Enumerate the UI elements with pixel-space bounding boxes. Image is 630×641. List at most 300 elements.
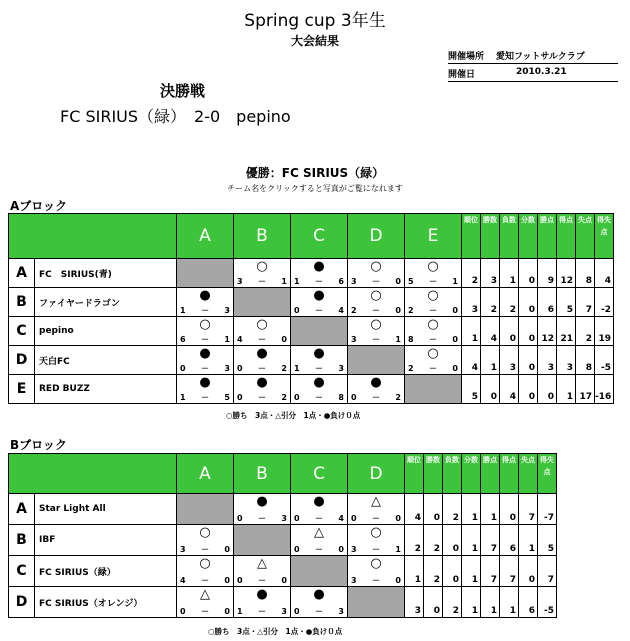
score-dash: －	[429, 306, 437, 315]
stat-value: 3	[462, 288, 481, 317]
stat-header: 勝点	[538, 214, 557, 259]
stat-value: 8	[576, 346, 595, 375]
match-result	[177, 317, 234, 346]
final-result: FC SIRIUS（緑） 2-0 pepino	[60, 107, 291, 126]
goals-against: 0	[452, 306, 458, 315]
self-match-cell	[291, 556, 348, 587]
match-result	[234, 346, 291, 375]
stat-value: 9	[538, 259, 557, 288]
stat-header: 得点	[557, 214, 576, 259]
match-score	[234, 513, 290, 524]
stat-value: 3	[481, 259, 500, 288]
team-name-link[interactable]: IBF	[35, 525, 177, 556]
stat-value: 12	[557, 259, 576, 288]
stat-value: 0	[424, 494, 443, 525]
result-lose-icon: ●	[313, 494, 325, 509]
goals-against: 3	[281, 514, 287, 523]
stat-value: 5	[557, 288, 576, 317]
score-dash: －	[315, 277, 323, 286]
result-draw-icon: △	[200, 587, 210, 602]
stat-value: 4	[462, 346, 481, 375]
column-header-d: D	[348, 454, 405, 494]
result-lose-icon: ●	[199, 346, 211, 361]
column-header-c: C	[291, 454, 348, 494]
goals-for: 3	[351, 545, 357, 554]
goals-against: 8	[338, 393, 344, 402]
match-score	[348, 276, 404, 287]
result-lose-icon: ●	[256, 494, 268, 509]
goals-for: 0	[294, 514, 300, 523]
stat-value: 1	[462, 317, 481, 346]
team-id: A	[9, 494, 35, 525]
stat-value: 0	[519, 375, 538, 404]
score-dash: －	[258, 335, 266, 344]
score-dash: －	[372, 514, 380, 523]
page-title: Spring cup 3年生	[244, 11, 386, 31]
match-result	[405, 288, 462, 317]
result-win-icon: ○	[370, 259, 382, 274]
date-label: 開催日	[448, 70, 476, 80]
column-header-a: A	[177, 214, 234, 259]
stat-value: 1	[557, 375, 576, 404]
match-result	[291, 375, 348, 404]
match-result	[234, 317, 291, 346]
stat-value: 0	[519, 317, 538, 346]
goals-for: 1	[180, 306, 186, 315]
stat-value: -16	[595, 375, 614, 404]
goals-against: 6	[338, 277, 344, 286]
team-id: C	[9, 317, 35, 346]
stat-value: 2	[405, 525, 424, 556]
score-dash: －	[201, 545, 209, 554]
match-result	[177, 525, 234, 556]
stat-value: 0	[519, 288, 538, 317]
match-result	[234, 494, 291, 525]
result-draw-icon: △	[314, 525, 324, 540]
score-dash: －	[429, 364, 437, 373]
team-row	[9, 375, 614, 404]
goals-for: 0	[351, 514, 357, 523]
goals-against: 0	[281, 576, 287, 585]
stat-value: 0	[538, 375, 557, 404]
match-score	[348, 392, 404, 403]
match-score	[177, 575, 233, 586]
team-row	[9, 346, 614, 375]
goals-for: 3	[351, 576, 357, 585]
match-result	[405, 259, 462, 288]
stat-value: 0	[481, 375, 500, 404]
team-name-link[interactable]: FC SIRIUS（オレンジ）	[35, 587, 177, 618]
goals-against: 0	[281, 335, 287, 344]
team-row	[9, 494, 557, 525]
stat-value: 6	[538, 288, 557, 317]
self-match-cell	[405, 375, 462, 404]
match-score	[234, 392, 290, 403]
result-win-icon: ○	[427, 346, 439, 361]
goals-against: 0	[452, 364, 458, 373]
team-name-link[interactable]: Star Light All	[35, 494, 177, 525]
stat-value: 4	[405, 494, 424, 525]
stat-value: 0	[519, 556, 538, 587]
stat-value: 12	[538, 317, 557, 346]
goals-for: 0	[180, 364, 186, 373]
score-dash: －	[258, 393, 266, 402]
match-result	[405, 317, 462, 346]
goals-for: 2	[408, 306, 414, 315]
match-score	[405, 276, 461, 287]
legend-b: ○勝ち 3点・△引分 1点・●負け０点	[208, 627, 343, 636]
match-result	[234, 375, 291, 404]
match-result	[234, 556, 291, 587]
result-lose-icon: ●	[370, 375, 382, 390]
goals-for: 0	[237, 364, 243, 373]
score-dash: －	[315, 393, 323, 402]
score-dash: －	[258, 576, 266, 585]
match-score	[291, 276, 347, 287]
score-dash: －	[315, 514, 323, 523]
result-win-icon: ○	[370, 288, 382, 303]
stat-value: 2	[443, 494, 462, 525]
stat-value: 1	[462, 525, 481, 556]
goals-for: 3	[180, 545, 186, 554]
match-score	[291, 363, 347, 374]
stat-value: 2	[424, 556, 443, 587]
goals-against: 0	[338, 545, 344, 554]
goals-for: 1	[237, 607, 243, 616]
stat-value: 1	[481, 494, 500, 525]
result-lose-icon: ●	[256, 587, 268, 602]
goals-for: 0	[237, 576, 243, 585]
match-score	[234, 606, 290, 617]
self-match-cell	[234, 288, 291, 317]
score-dash: －	[429, 335, 437, 344]
score-dash: －	[372, 277, 380, 286]
stat-value: 4	[500, 375, 519, 404]
match-score	[348, 575, 404, 586]
goals-for: 3	[351, 335, 357, 344]
stat-value: 7	[519, 494, 538, 525]
stat-value: 0	[424, 587, 443, 618]
self-match-cell	[348, 587, 405, 618]
goals-against: 1	[395, 545, 401, 554]
score-dash: －	[258, 364, 266, 373]
results-table	[8, 453, 557, 618]
match-score	[177, 334, 233, 345]
stat-value: 7	[576, 288, 595, 317]
stat-header: 分数	[519, 214, 538, 259]
result-win-icon: ○	[427, 317, 439, 332]
self-match-cell	[348, 346, 405, 375]
team-id: C	[9, 556, 35, 587]
stat-header: 分数	[462, 454, 481, 494]
match-score	[177, 606, 233, 617]
goals-against: 4	[338, 306, 344, 315]
goals-for: 0	[351, 393, 357, 402]
score-dash: －	[372, 545, 380, 554]
score-dash: －	[372, 576, 380, 585]
team-name-link[interactable]: FC SIRIUS(青)	[35, 259, 177, 288]
goals-against: 1	[395, 335, 401, 344]
stat-value: 2	[443, 587, 462, 618]
match-score	[291, 606, 347, 617]
result-win-icon: ○	[427, 288, 439, 303]
result-lose-icon: ●	[313, 288, 325, 303]
match-result	[234, 259, 291, 288]
team-name-link[interactable]: pepino	[35, 317, 177, 346]
stat-value: 2	[424, 525, 443, 556]
team-name-link[interactable]: ファイヤードラゴン	[35, 288, 177, 317]
goals-against: 0	[395, 306, 401, 315]
goals-against: 2	[281, 364, 287, 373]
stat-value: 1	[481, 587, 500, 618]
stat-value: 5	[462, 375, 481, 404]
team-name-link[interactable]: 天白FC	[35, 346, 177, 375]
result-win-icon: ○	[199, 317, 211, 332]
stat-value: 3	[500, 346, 519, 375]
match-result	[177, 587, 234, 618]
goals-for: 1	[180, 393, 186, 402]
team-id: B	[9, 525, 35, 556]
goals-against: 1	[224, 335, 230, 344]
self-match-cell	[177, 259, 234, 288]
stat-value: 6	[519, 587, 538, 618]
team-row	[9, 556, 557, 587]
team-name-link[interactable]: RED BUZZ	[35, 375, 177, 404]
legend-a: ○勝ち 3点・△引分 1点・●負け０点	[226, 411, 361, 420]
match-result	[291, 587, 348, 618]
score-dash: －	[258, 277, 266, 286]
stat-value: 1	[462, 494, 481, 525]
score-dash: －	[201, 576, 209, 585]
match-result	[348, 375, 405, 404]
stat-header: 得失点	[538, 454, 557, 494]
stat-value: 1	[462, 587, 481, 618]
score-dash: －	[315, 364, 323, 373]
goals-against: 1	[281, 277, 287, 286]
stat-value: 8	[576, 259, 595, 288]
score-dash: －	[315, 607, 323, 616]
goals-for: 3	[237, 277, 243, 286]
match-score	[348, 305, 404, 316]
stat-header: 失点	[576, 214, 595, 259]
column-header-d: D	[348, 214, 405, 259]
goals-against: 5	[224, 393, 230, 402]
stat-value: 4	[481, 317, 500, 346]
match-score	[177, 305, 233, 316]
stat-value: 2	[576, 317, 595, 346]
venue-value: 愛知フットサルクラブ	[496, 52, 585, 62]
score-dash: －	[372, 393, 380, 402]
result-lose-icon: ●	[256, 346, 268, 361]
goals-against: 2	[281, 393, 287, 402]
team-name-link[interactable]: FC SIRIUS（緑）	[35, 556, 177, 587]
match-score	[348, 513, 404, 524]
stat-value: 0	[519, 346, 538, 375]
stat-value: 1	[519, 525, 538, 556]
result-lose-icon: ●	[313, 346, 325, 361]
score-dash: －	[201, 607, 209, 616]
score-dash: －	[201, 335, 209, 344]
match-result	[405, 346, 462, 375]
stat-value: 1	[500, 259, 519, 288]
team-id: B	[9, 288, 35, 317]
match-score	[291, 513, 347, 524]
match-result	[291, 259, 348, 288]
self-match-cell	[234, 525, 291, 556]
stat-value: 19	[595, 317, 614, 346]
stat-value: 7	[500, 556, 519, 587]
match-score	[291, 392, 347, 403]
match-score	[177, 544, 233, 555]
stat-value: -2	[595, 288, 614, 317]
stat-header: 順位	[462, 214, 481, 259]
stat-value: 7	[538, 556, 557, 587]
team-id: E	[9, 375, 35, 404]
stat-value: 6	[500, 525, 519, 556]
goals-for: 4	[237, 335, 243, 344]
match-score	[405, 305, 461, 316]
goals-for: 3	[351, 277, 357, 286]
stat-value: 4	[595, 259, 614, 288]
result-win-icon: ○	[256, 259, 268, 274]
goals-against: 0	[224, 545, 230, 554]
team-row	[9, 288, 614, 317]
goals-against: 0	[452, 335, 458, 344]
team-row	[9, 587, 557, 618]
results-table	[8, 213, 614, 404]
result-lose-icon: ●	[313, 587, 325, 602]
goals-for: 4	[180, 576, 186, 585]
block-b-label: Bブロック	[10, 438, 67, 452]
score-dash: －	[201, 306, 209, 315]
goals-for: 0	[237, 393, 243, 402]
team-row	[9, 259, 614, 288]
stat-value: 0	[500, 317, 519, 346]
score-dash: －	[315, 306, 323, 315]
goals-for: 6	[180, 335, 186, 344]
stat-value: 1	[462, 556, 481, 587]
stat-value: 1	[405, 556, 424, 587]
date-value: 2010.3.21	[516, 67, 567, 77]
match-score	[405, 334, 461, 345]
header-corner	[9, 214, 177, 259]
match-result	[177, 346, 234, 375]
match-score	[234, 363, 290, 374]
match-result	[291, 525, 348, 556]
stat-value: -5	[538, 587, 557, 618]
goals-for: 5	[408, 277, 414, 286]
stat-header: 負数	[500, 214, 519, 259]
match-result	[348, 259, 405, 288]
result-lose-icon: ●	[199, 375, 211, 390]
stat-value: 3	[538, 346, 557, 375]
stat-value: 0	[443, 525, 462, 556]
team-id: D	[9, 346, 35, 375]
stat-value: -5	[595, 346, 614, 375]
match-score	[177, 363, 233, 374]
match-score	[348, 544, 404, 555]
match-result	[234, 587, 291, 618]
score-dash: －	[372, 306, 380, 315]
match-result	[291, 346, 348, 375]
match-result	[177, 375, 234, 404]
header-corner	[9, 454, 177, 494]
team-row	[9, 317, 614, 346]
goals-for: 0	[294, 545, 300, 554]
team-id: D	[9, 587, 35, 618]
goals-for: 0	[237, 514, 243, 523]
winner-text: 優勝：FC SIRIUS（緑）	[245, 166, 385, 180]
score-dash: －	[258, 514, 266, 523]
result-draw-icon: △	[257, 556, 267, 571]
goals-for: 2	[408, 364, 414, 373]
match-score	[177, 392, 233, 403]
stat-header: 勝数	[481, 214, 500, 259]
venue-label: 開催場所	[448, 52, 485, 62]
goals-against: 3	[338, 607, 344, 616]
score-dash: －	[201, 393, 209, 402]
match-score	[291, 305, 347, 316]
score-dash: －	[372, 335, 380, 344]
stat-header: 負数	[443, 454, 462, 494]
match-score	[291, 544, 347, 555]
result-win-icon: ○	[370, 317, 382, 332]
result-win-icon: ○	[370, 556, 382, 571]
goals-for: 0	[294, 306, 300, 315]
stat-header: 順位	[405, 454, 424, 494]
goals-against: 2	[395, 393, 401, 402]
result-lose-icon: ●	[313, 375, 325, 390]
match-result	[177, 288, 234, 317]
column-header-c: C	[291, 214, 348, 259]
result-lose-icon: ●	[313, 259, 325, 274]
column-header-a: A	[177, 454, 234, 494]
column-header-b: B	[234, 214, 291, 259]
team-row	[9, 525, 557, 556]
match-score	[348, 334, 404, 345]
match-result	[348, 317, 405, 346]
final-heading: 決勝戦	[160, 82, 206, 100]
result-win-icon: ○	[199, 525, 211, 540]
team-id: A	[9, 259, 35, 288]
match-result	[348, 494, 405, 525]
match-score	[234, 276, 290, 287]
click-note: チーム名をクリックすると写真がご覧になれます	[227, 184, 403, 193]
page-subtitle: 大会結果	[290, 34, 339, 48]
goals-for: 0	[294, 607, 300, 616]
self-match-cell	[177, 494, 234, 525]
goals-against: 3	[338, 364, 344, 373]
stat-value: 2	[462, 259, 481, 288]
stat-value: 3	[405, 587, 424, 618]
stat-value: 1	[481, 346, 500, 375]
goals-for: 1	[294, 277, 300, 286]
stat-value: 2	[500, 288, 519, 317]
stat-value: 7	[481, 556, 500, 587]
stat-value: 3	[557, 346, 576, 375]
goals-for: 2	[351, 306, 357, 315]
stat-value: 17	[576, 375, 595, 404]
match-result	[348, 525, 405, 556]
goals-against: 3	[224, 364, 230, 373]
goals-against: 0	[224, 607, 230, 616]
match-result	[291, 288, 348, 317]
match-result	[177, 556, 234, 587]
goals-for: 1	[294, 364, 300, 373]
stat-value: 2	[481, 288, 500, 317]
score-dash: －	[429, 277, 437, 286]
block-a-label: Aブロック	[10, 199, 68, 213]
